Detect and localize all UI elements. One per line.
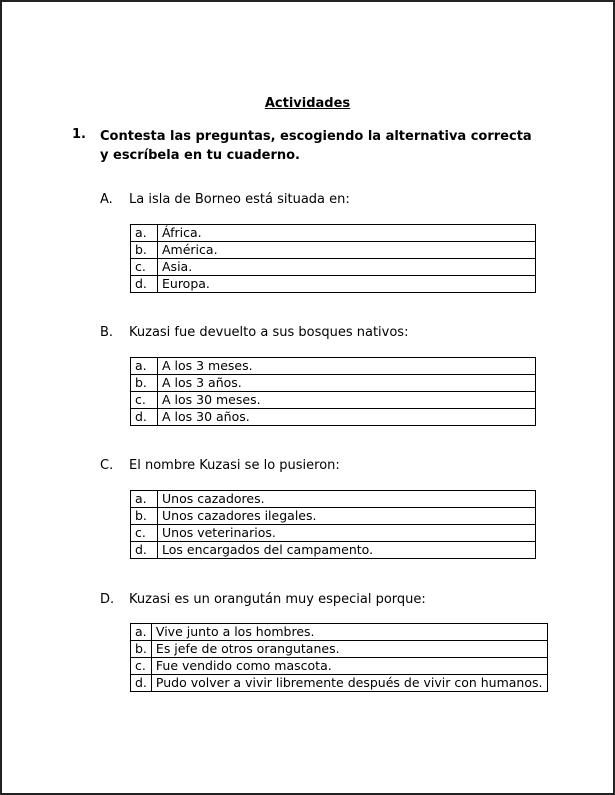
- option-row: [131, 276, 536, 293]
- question-text: Kuzasi fue devuelto a sus bosques nativos:: [129, 325, 409, 340]
- instruction-number: 1.: [72, 127, 86, 142]
- option-text: A los 3 meses.: [158, 358, 536, 375]
- option-text: Unos cazadores ilegales.: [158, 508, 536, 525]
- instruction-text: Contesta las preguntas, escogiendo la alternativa correcta y escríbela en tu cuaderno.: [100, 129, 532, 163]
- question-text: La isla de Borneo está situada en:: [129, 192, 350, 207]
- option-row: [131, 641, 548, 658]
- options-table-d: [130, 623, 548, 692]
- option-row: [131, 675, 548, 692]
- option-letter: b.: [131, 641, 152, 658]
- option-text: Vive junto a los hombres.: [151, 624, 547, 641]
- option-row: [131, 658, 548, 675]
- option-letter: b.: [131, 375, 158, 392]
- option-letter: c.: [131, 392, 158, 409]
- option-text: Unos cazadores.: [158, 491, 536, 508]
- option-text: A los 3 años.: [158, 375, 536, 392]
- question-letter: A.: [100, 192, 113, 207]
- option-letter: a.: [131, 624, 152, 641]
- option-letter: d.: [131, 276, 158, 293]
- option-text: A los 30 años.: [158, 409, 536, 426]
- option-text: Los encargados del campamento.: [158, 542, 536, 559]
- question-letter: D.: [100, 592, 115, 607]
- option-row: [131, 508, 536, 525]
- option-letter: a.: [131, 491, 158, 508]
- option-row: [131, 624, 548, 641]
- option-row: [131, 409, 536, 426]
- option-text: África.: [158, 225, 536, 242]
- option-letter: b.: [131, 242, 158, 259]
- option-letter: d.: [131, 409, 158, 426]
- option-text: Asia.: [158, 259, 536, 276]
- option-letter: d.: [131, 675, 152, 692]
- option-letter: d.: [131, 542, 158, 559]
- options-table-c: [130, 490, 536, 559]
- option-text: Europa.: [158, 276, 536, 293]
- option-row: [131, 242, 536, 259]
- question-a: [100, 192, 350, 207]
- question-d: [100, 592, 426, 607]
- question-b: [100, 325, 408, 340]
- option-letter: c.: [131, 259, 158, 276]
- options-table-a: [130, 224, 536, 293]
- option-text: Unos veterinarios.: [158, 525, 536, 542]
- question-text: Kuzasi es un orangután muy especial porque:: [129, 592, 426, 607]
- options-table-b: [130, 357, 536, 426]
- question-letter: C.: [100, 458, 114, 473]
- option-row: [131, 375, 536, 392]
- option-letter: c.: [131, 525, 158, 542]
- option-text: A los 30 meses.: [158, 392, 536, 409]
- question-text: El nombre Kuzasi se lo pusieron:: [129, 458, 340, 473]
- option-row: [131, 392, 536, 409]
- option-letter: a.: [131, 225, 158, 242]
- option-row: [131, 358, 536, 375]
- option-row: [131, 525, 536, 542]
- option-text: América.: [158, 242, 536, 259]
- option-text: Fue vendido como mascota.: [151, 658, 547, 675]
- option-text: Pudo volver a vivir libremente después de vivir con humanos.: [151, 675, 547, 692]
- option-row: [131, 225, 536, 242]
- question-c: [100, 458, 340, 473]
- option-row: [131, 542, 536, 559]
- option-letter: a.: [131, 358, 158, 375]
- option-letter: c.: [131, 658, 152, 675]
- option-text: Es jefe de otros orangutanes.: [151, 641, 547, 658]
- option-row: [131, 491, 536, 508]
- question-letter: B.: [100, 325, 114, 340]
- option-letter: b.: [131, 508, 158, 525]
- option-row: [131, 259, 536, 276]
- page-title: Actividades: [264, 96, 351, 111]
